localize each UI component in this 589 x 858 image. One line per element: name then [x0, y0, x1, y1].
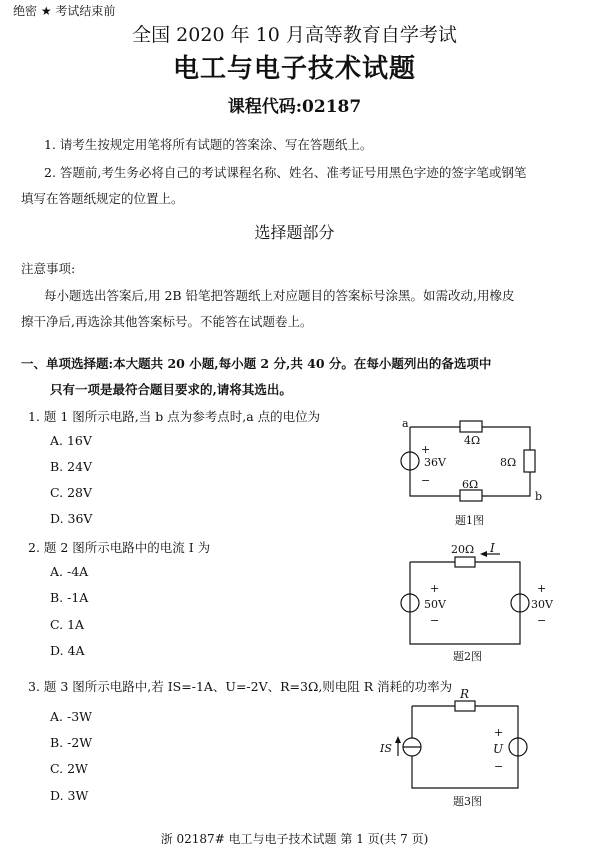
page-footer: 浙 02187# 电工与电子技术试题 第 1 页(共 7 页)	[160, 832, 429, 846]
q1-option-b: B. 24V	[50, 459, 93, 474]
notice-label: 注意事项:	[21, 261, 76, 276]
q2-caption: 题2图	[453, 650, 482, 663]
q2-option-c: C. 1A	[50, 617, 85, 632]
q3-caption: 题3图	[453, 795, 482, 808]
q2-source-left-label: 50V	[424, 598, 446, 611]
question-3-stem: 3. 题 3 图所示电路中,若 IS=-1A、U=-2V、R=3Ω,则电阻 R 消耗的功率为	[28, 679, 453, 694]
q2-r-label: 20Ω	[451, 543, 475, 556]
q2-option-b: B. -1A	[50, 590, 89, 605]
question-1-stem: 1. 题 1 图所示电路,当 b 点为参考点时,a 点的电位为	[28, 409, 321, 424]
part-heading-1: 一、单项选择题:本大题共 20 小题,每小题 2 分,共 40 分。在每小题列出的备选项中	[21, 356, 492, 371]
q2-minus-right: −	[537, 614, 547, 627]
notice-line-2: 擦干净后,再选涂其他答案标号。不能答在试题卷上。	[21, 314, 313, 329]
course-code: 课程代码:02187	[227, 97, 362, 117]
q1-plus: +	[421, 443, 431, 456]
question-2-stem: 2. 题 2 图所示电路中的电流 I 为	[28, 540, 211, 555]
q1-r-bottom-label: 6Ω	[462, 478, 479, 491]
q3-option-d: D. 3W	[50, 788, 89, 803]
q3-resistor	[455, 701, 475, 711]
instruction-2: 2. 答题前,考生务必将自己的考试课程名称、姓名、准考证号用黑色字迹的签字笔或钢笔	[44, 165, 527, 180]
q2-minus-left: −	[430, 614, 440, 627]
q3-option-b: B. -2W	[50, 735, 93, 750]
q1-minus: −	[421, 474, 431, 487]
q3-u-label: U	[493, 742, 504, 756]
q1-node-a-label: a	[402, 417, 409, 430]
part-heading-2: 只有一项是最符合题目要求的,请将其选出。	[50, 382, 292, 397]
q3-option-c: C. 2W	[50, 761, 88, 776]
instruction-2-cont: 填写在答题纸规定的位置上。	[21, 191, 184, 206]
q2-current-label: I	[490, 541, 495, 555]
q2-option-d: D. 4A	[50, 643, 85, 658]
secret-label: 绝密 ★ 考试结束前	[13, 4, 116, 18]
section-title: 选择题部分	[254, 223, 335, 242]
q2-plus-left: +	[430, 582, 440, 595]
q3-minus: −	[494, 760, 504, 773]
q3-option-a: A. -3W	[50, 709, 92, 724]
q1-source-label: 36V	[424, 456, 446, 469]
q1-option-d: D. 36V	[50, 511, 93, 526]
exam-title: 全国 2020 年 10 月高等教育自学考试	[132, 24, 457, 46]
q2-option-a: A. -4A	[50, 564, 89, 579]
subject-title: 电工与电子技术试题	[172, 54, 416, 84]
q3-is-label: IS	[380, 742, 392, 755]
q3-plus: +	[494, 726, 504, 739]
q2-source-right-label: 30V	[531, 598, 553, 611]
q1-option-a: A. 16V	[50, 433, 92, 448]
q1-node-b-label: b	[535, 490, 543, 503]
q1-r-top-label: 4Ω	[464, 434, 481, 447]
q1-option-c: C. 28V	[50, 485, 92, 500]
q3-r-label: R	[460, 687, 470, 701]
q1-caption: 题1图	[455, 514, 484, 527]
notice-line-1: 每小题选出答案后,用 2B 铅笔把答题纸上对应题目的答案标号涂黑。如需改动,用橡皮	[44, 288, 515, 303]
q2-plus-right: +	[537, 582, 547, 595]
q1-r-right-label: 8Ω	[500, 456, 517, 469]
instruction-1: 1. 请考生按规定用笔将所有试题的答案涂、写在答题纸上。	[44, 137, 373, 152]
